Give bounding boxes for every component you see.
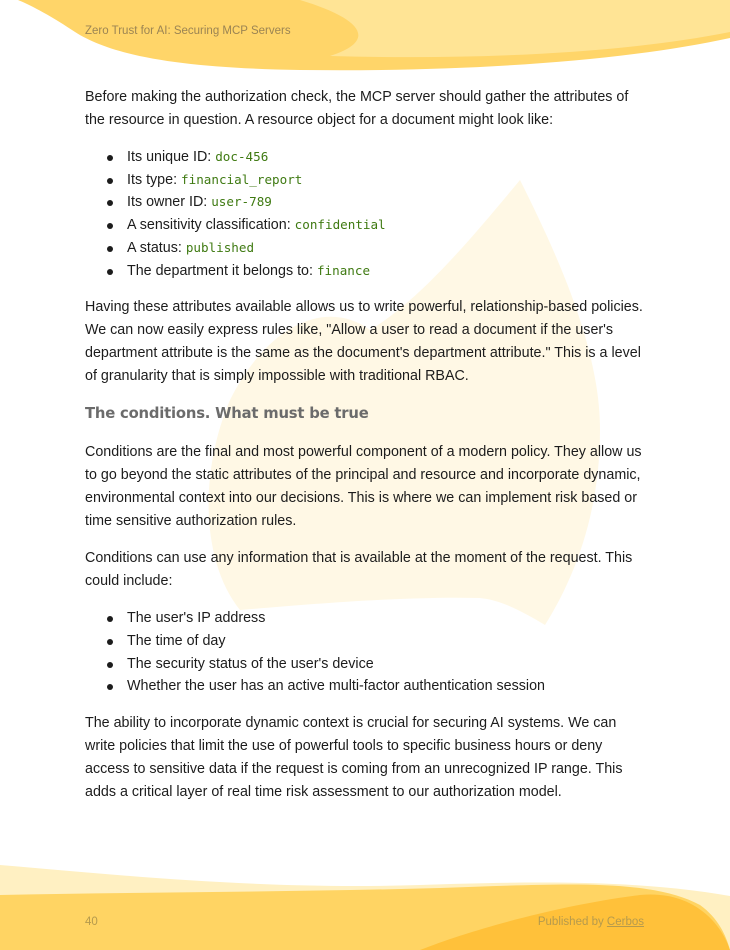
inline-code: published bbox=[185, 239, 255, 255]
inline-code: doc-456 bbox=[215, 149, 269, 164]
list-item-text: The time of day bbox=[127, 632, 226, 649]
publisher-credit bbox=[538, 916, 644, 928]
page-number: 40 bbox=[85, 916, 98, 928]
list-item bbox=[85, 146, 650, 169]
list-item-label: The department it belongs to: bbox=[127, 262, 317, 279]
bullet-icon bbox=[107, 155, 113, 161]
section-heading: The conditions. What must be true bbox=[85, 405, 369, 423]
bullet-icon bbox=[107, 178, 113, 184]
intro-paragraph: Before making the authorization check, the MCP server should gather the attributes of the resource in question. A resource object for a document might look like: bbox=[85, 89, 629, 128]
list-item bbox=[85, 630, 650, 653]
list-item-text: The security status of the user's device bbox=[127, 655, 374, 672]
request-paragraph: Conditions can use any information that is available at the moment of the request. This could include: bbox=[85, 550, 633, 590]
bullet-icon bbox=[107, 246, 113, 252]
list-item bbox=[85, 169, 650, 192]
list-item bbox=[85, 214, 650, 237]
running-header: Zero Trust for AI: Securing MCP Servers bbox=[85, 25, 291, 37]
list-item-label: Its type: bbox=[127, 171, 182, 188]
list-item-text: The user's IP address bbox=[127, 610, 266, 627]
list-item bbox=[85, 191, 650, 214]
bullet-icon bbox=[107, 269, 113, 275]
relationship-paragraph: Having these attributes available allows us to write powerful, relationship-based policies. We can now easily express rules like, "Allow a user to read a document if the user's department attribute is the same as the document's department attribute." This is a level of granularity that is simply impossible with traditional RBAC. bbox=[85, 299, 643, 385]
publisher-prefix: Published by bbox=[537, 916, 604, 928]
list-item bbox=[85, 260, 650, 283]
bullet-icon bbox=[107, 662, 113, 668]
list-item bbox=[85, 653, 650, 676]
list-item-label: A status: bbox=[127, 239, 186, 256]
bullet-icon bbox=[107, 639, 113, 645]
list-item-label: A sensitivity classification: bbox=[127, 217, 295, 234]
inline-code: finance bbox=[316, 262, 371, 278]
bullet-icon bbox=[107, 616, 113, 622]
list-item bbox=[85, 607, 650, 630]
list-item-text: Whether the user has an active multi-factor authentication session bbox=[127, 678, 546, 695]
list-item bbox=[85, 675, 650, 698]
condition-items-list bbox=[85, 607, 650, 698]
list-item bbox=[85, 237, 650, 260]
conditions-paragraph: Conditions are the final and most powerful component of a modern policy. They allow us to go beyond the static attributes of the principal and resource and incorporate dynamic, environmental context into our decisions. This is where we can implement risk based or time sensitive authorization rules. bbox=[85, 444, 642, 530]
page-content bbox=[85, 86, 650, 818]
inline-code: user-789 bbox=[211, 194, 272, 210]
publisher-link[interactable]: Cerbos bbox=[606, 916, 644, 928]
bullet-icon bbox=[107, 200, 113, 206]
resource-attributes-list bbox=[85, 146, 650, 282]
list-item-label: Its owner ID: bbox=[127, 194, 212, 211]
list-item-label: Its unique ID: bbox=[127, 149, 216, 165]
inline-code: financial_report bbox=[181, 171, 303, 187]
bullet-icon bbox=[107, 684, 113, 690]
final-paragraph: The ability to incorporate dynamic context is crucial for securing AI systems. We can write policies that limit the use of powerful tools to specific business hours or deny access to sensitive data if the request is coming from an unrecognized IP range. This adds a critical layer of real time risk assessment to our authorization model. bbox=[85, 715, 623, 801]
bullet-icon bbox=[107, 223, 113, 229]
inline-code: confidential bbox=[294, 217, 386, 233]
